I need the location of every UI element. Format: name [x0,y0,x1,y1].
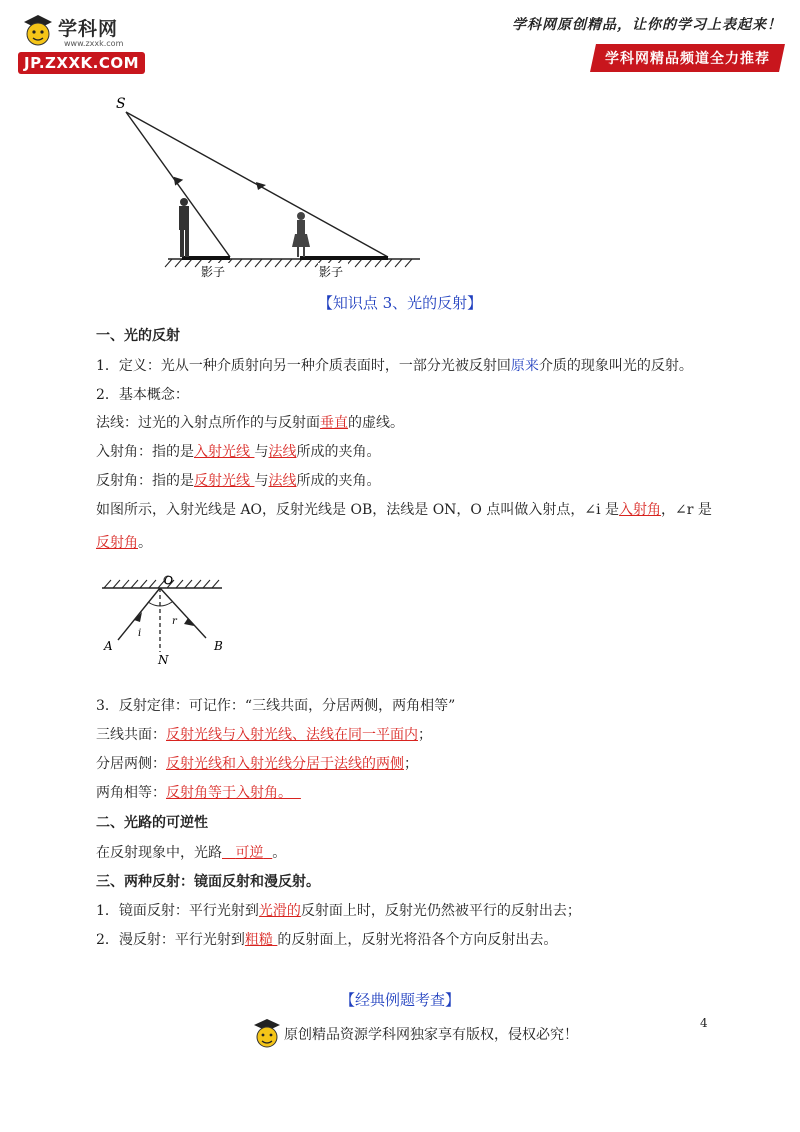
answer-normal-2: 法线 [268,473,297,489]
header-banner[interactable] [590,44,785,72]
man-figure [179,198,189,257]
figure-description-line-2: 反射角。 [96,535,152,551]
law-coplanar-line: 三线共面：反射光线与入射光线、法线在同一平面内； [96,727,432,743]
answer-rough: 粗糙 [244,932,273,948]
logo-title: 学科网 [58,18,119,40]
heading-reflection: 一、光的反射 [96,328,180,344]
point-b-label: B [214,639,223,653]
angle-i-label: i [138,628,142,639]
example-section-title: 【经典例题考查】 [339,991,460,1009]
basic-concepts-line: 2．基本概念： [96,387,189,403]
answer-opposite-sides: 反射光线和入射光线分居于法线的两侧 [166,756,404,772]
law-equal-angles-line: 两角相等：反射角等于入射角。 [96,783,301,803]
heading-two-reflections: 三、两种反射：镜面反射和漫反射。 [96,874,320,890]
diffuse-reflection-line: 2．漫反射：平行光射到粗糙 的反射面上，反射光将沿各个方向反射出去。 [96,932,558,948]
shadow-diagram [110,92,430,282]
heading-reversibility: 二、光路的可逆性 [96,815,208,831]
site-logo[interactable] [18,12,158,74]
header-slogan: 学科网原创精品，让你的学习上表起来！ [512,17,782,33]
answer-reversible: 可逆 [235,845,264,861]
point-n-label: N [158,653,169,667]
woman-figure [292,212,310,257]
shadow-label-2: 影子 [319,265,344,279]
answer-smooth: 光滑的 [258,903,301,919]
reversibility-line: 在反射现象中，光路 可逆 。 [96,845,287,861]
normal-line: 法线：过光的入射点所作的与反射面垂直的虚线。 [96,415,404,431]
point-a-label: A [104,639,113,653]
point-o-label: O [164,574,174,587]
reflection-angle-line: 反射角：指的是反射光线 与法线所成的夹角。 [96,473,381,489]
logo-subtitle: www.zxxk.com [64,39,124,48]
section-title: 【知识点 3、光的反射】 [317,294,483,312]
footer-copyright: 原创精品资源学科网独家享有版权，侵权必究！ [284,1027,578,1043]
answer-normal-1: 法线 [268,444,297,460]
shadow-label-1: 影子 [201,265,226,279]
law-opposite-sides-line: 分居两侧：反射光线和入射光线分居于法线的两侧； [96,756,418,772]
incident-angle-line: 入射角：指的是入射光线 与法线所成的夹角。 [96,444,381,460]
logo-domain: JP.ZXXK.COM [18,52,145,74]
mascot-icon [20,12,56,50]
banner-label: 学科网精品频道全力推荐 [605,51,770,67]
answer-perpendicular: 垂直 [320,415,348,431]
definition-line: 1．定义：光从一种介质射向另一种介质表面时，一部分光被反射回原来介质的现象叫光的反射。 [96,358,693,374]
reflection-law-line: 3．反射定律：可记作：“三线共面，分居两侧，两角相等” [96,698,456,714]
mirror-reflection-line: 1．镜面反射：平行光射到光滑的反射面上时，反射光仍然被平行的反射出去； [96,903,581,919]
answer-coplanar: 反射光线与入射光线、法线在同一平面内 [166,727,418,743]
light-source-label: S [116,96,126,112]
answer-reflection-angle: 反射角 [96,535,138,551]
angle-r-label: r [172,616,177,627]
answer-incident-angle: 入射角 [619,502,662,518]
answer-original: 原来 [510,358,539,374]
figure-description-line: 如图所示，入射光线是 AO，反射光线是 OB，法线是 ON，O 点叫做入射点，∠i 是入射角，∠r 是 [96,502,712,518]
answer-incident-ray: 入射光线 [194,444,250,460]
page-number: 4 [700,1016,708,1030]
answer-reflected-ray: 反射光线 [194,473,250,489]
footer-mascot-icon [252,1016,282,1052]
answer-equal-angles: 反射角等于入射角。 [166,785,292,801]
reflection-diagram [96,568,236,670]
